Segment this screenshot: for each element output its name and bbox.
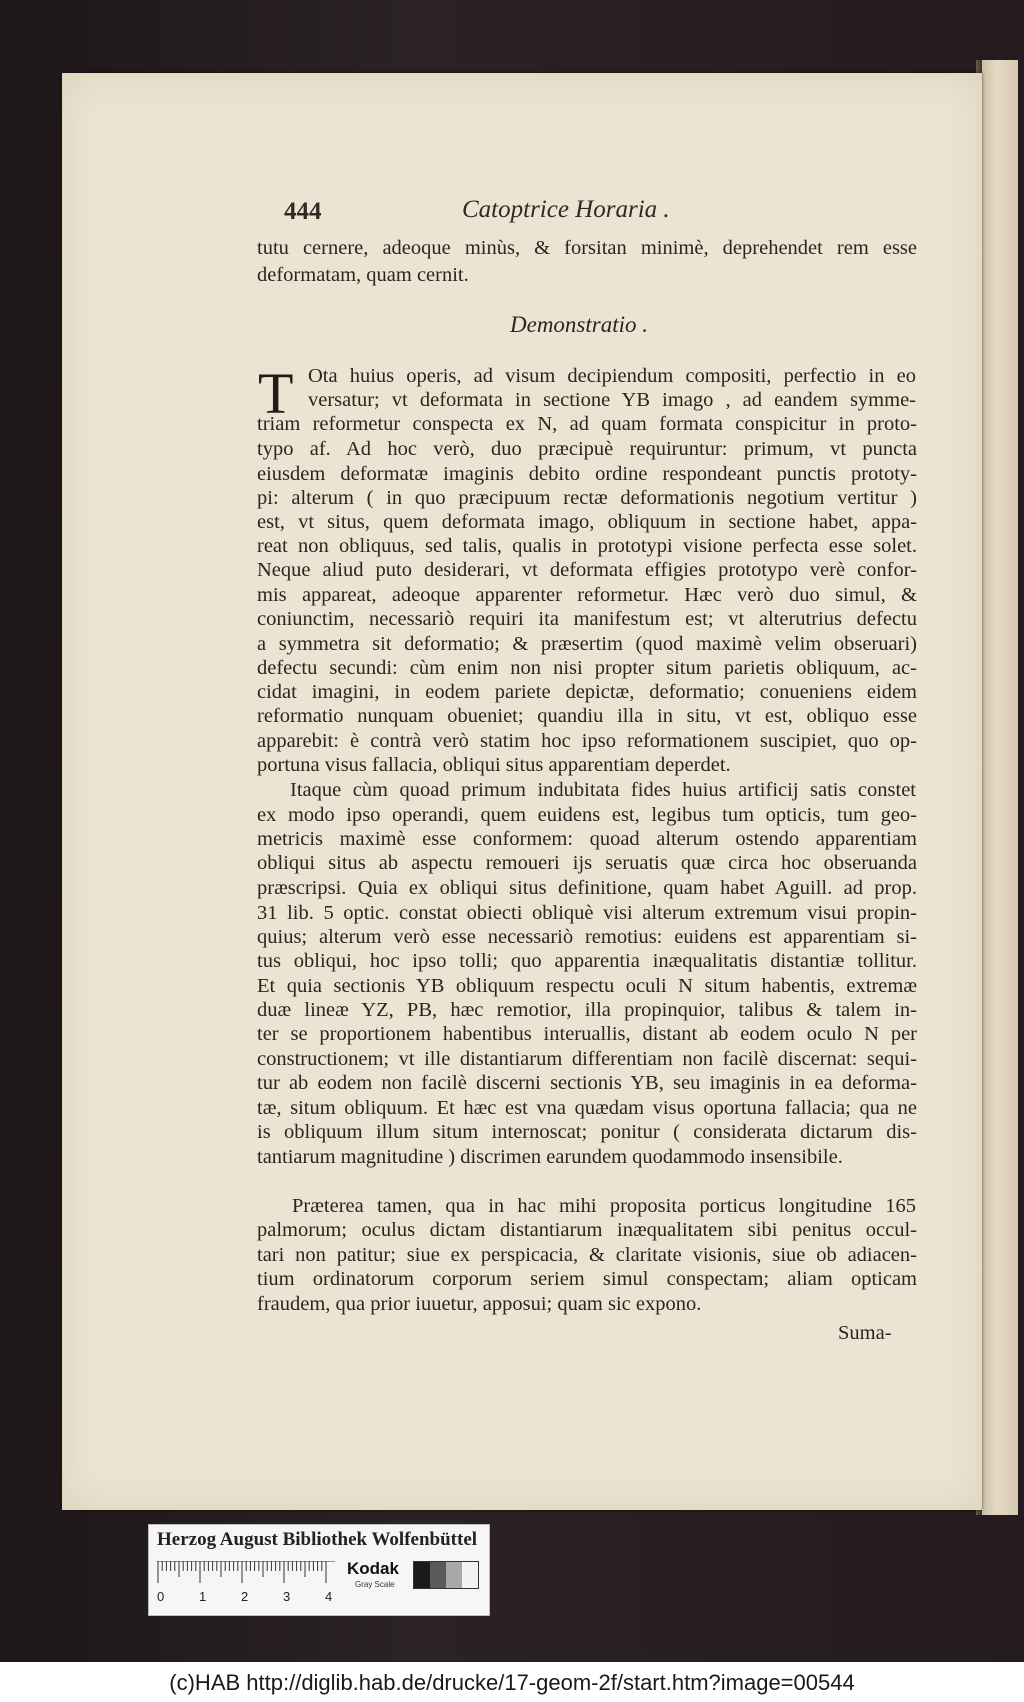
color-scale-card	[148, 1524, 490, 1616]
gray-scale-swatches	[413, 1561, 479, 1589]
gray-swatch	[414, 1562, 430, 1588]
text-line: pi: alterum ( in quo præcipuum rectæ deformationis negotium vertitur )	[257, 487, 917, 509]
text-line: a symmetra sit deformatio; & præsertim (quod maximè velim obseruari)	[257, 633, 917, 655]
text-line: obliqui situs ab aspectu remoueri ijs seruatis quæ circa hoc obseruanda	[257, 852, 917, 874]
text-line: defectu secundi: cùm enim non nisi propter situm parietis obliquum, ac-	[257, 657, 917, 679]
text-line: is obliquum illum situm internoscat; ponitur ( considerata dictarum dis-	[257, 1121, 917, 1143]
catchword: Suma-	[838, 1322, 892, 1344]
ruler-number: 0	[157, 1589, 165, 1604]
text-line: coniunctim, necessariò requiri ita manifestum est; vt alterutrius defectu	[257, 608, 917, 630]
kodak-logo: Kodak	[347, 1559, 399, 1578]
text-line: Neque aliud puto desiderari, vt deformata effigies prototypo verè confor-	[257, 559, 917, 581]
text-line: tantiarum magnitudine ) discrimen earundem quodammodo insensibile.	[257, 1146, 843, 1168]
text-line: Et quia sectionis YB obliquum respectu oculi N situm habentis, extremæ	[257, 975, 917, 997]
page-number: 444	[284, 198, 322, 225]
text-line: est, vt situs, quem deformata imago, obliquum in sectione habet, appa-	[257, 511, 917, 533]
text-line: reat non obliquus, sed talis, qualis in prototypi visione perfecta esse solet.	[257, 535, 917, 557]
text-line: duæ lineæ YZ, PB, hæc remotior, illa propinquior, talibus & talem in-	[257, 999, 917, 1021]
text-line: fraudem, qua prior iuuetur, apposui; quam sic expono.	[257, 1293, 702, 1315]
ruler-number: 2	[241, 1589, 249, 1604]
text-line: tæ, situm obliquum. Et hæc est vna quædam visus oportuna fallacia; qua ne	[257, 1097, 917, 1119]
text-line: reformatio nunquam obueniet; quandiu illa in situ, vt est, obliquo esse	[257, 705, 917, 727]
ruler-scale	[157, 1561, 335, 1585]
gray-swatch	[430, 1562, 446, 1588]
text-line: ex modo ipso operandi, quem euidens est, legibus tum opticis, tum geo-	[257, 804, 917, 826]
text-line: versatur; vt deformata in sectione YB imago , ad eandem symme-	[308, 389, 916, 411]
library-name: Herzog August Bibliothek Wolfenbüttel	[157, 1529, 478, 1550]
running-head: Catoptrice Horaria .	[462, 196, 670, 223]
text-line: triam reformetur conspecta ex N, ad quam formata conspicitur in proto-	[257, 413, 917, 435]
text-line: præscripsi. Quia ex obliqui situs definitione, quam habet Aguill. ad prop.	[257, 877, 917, 899]
text-line: palmorum; oculus dictam distantiarum inæqualitatem sibi penitus occul-	[257, 1219, 917, 1241]
text-line: Ota huius operis, ad visum decipiendum compositi, perfectio in eo	[308, 365, 916, 387]
ruler-number: 3	[283, 1589, 291, 1604]
gray-scale-label: Gray Scale	[355, 1580, 395, 1589]
text-line: Præterea tamen, qua in hac mihi proposita porticus longitudine 165	[292, 1195, 916, 1217]
text-line: ter se proportionem habentibus interuallis, distant ab eodem oculo N per	[257, 1023, 917, 1045]
text-line: metricis maximè esse conformem: quoad alterum ostendo apparentiam	[257, 828, 917, 850]
text-line: tur ab eodem non facilè discerni sectionis YB, seu imaginis in ea deforma-	[257, 1072, 917, 1094]
ruler-number: 4	[325, 1589, 333, 1604]
text-line: apparebit: è contrà verò statim hoc ipso reformationem suscipiet, quo op-	[257, 730, 917, 752]
text-line: mis appareat, adeoque apparenter reformetur. Hæc verò duo simul, &	[257, 584, 917, 606]
next-page-edge	[982, 60, 1018, 1515]
drop-cap: T	[258, 361, 294, 426]
text-line: cidat imagini, in eodem pariete depictæ, deformatio; conueniens eidem	[257, 681, 917, 703]
gray-swatch	[446, 1562, 462, 1588]
text-line: Itaque cùm quoad primum indubitata fides huius artificij satis constet	[290, 779, 916, 801]
text-line: portuna visus fallacia, obliqui situs apparentiam deperdet.	[257, 754, 731, 776]
text-line: deformatam, quam cernit.	[257, 264, 469, 286]
gray-swatch	[462, 1562, 478, 1588]
text-line: tium ordinatorum corporum seriem simul conspectam; aliam opticam	[257, 1268, 917, 1290]
footer-credit: (c)HAB http://diglib.hab.de/drucke/17-geom-2f/start.htm?image=00544	[169, 1670, 855, 1695]
text-line: tus obliqui, hoc ipso tolli; quo apparentia inæqualitatis distantiæ tollitur.	[257, 950, 917, 972]
text-line: eiusdem deformatæ imaginis debito ordine respondeant punctis prototy-	[257, 463, 917, 485]
text-line: 31 lib. 5 optic. constat obiecti obliquè visi alterum extremum visui propin-	[257, 902, 917, 924]
text-line: typo af. Ad hoc verò, duo præcipuè requiruntur: primum, vt puncta	[257, 438, 917, 460]
text-line: tari non patitur; siue ex perspicacia, & claritate visionis, siue ob adiacen-	[257, 1244, 917, 1266]
text-line: quius; alterum verò esse necessariò remotius: euidens est apparentiam si-	[257, 926, 917, 948]
text-line: tutu cernere, adeoque minùs, & forsitan minimè, deprehendet rem esse	[257, 237, 917, 259]
ruler-number: 1	[199, 1589, 207, 1604]
text-line: constructionem; vt ille distantiarum differentiam non facilè discernat: sequi-	[257, 1048, 917, 1070]
section-heading: Demonstratio .	[510, 312, 648, 337]
